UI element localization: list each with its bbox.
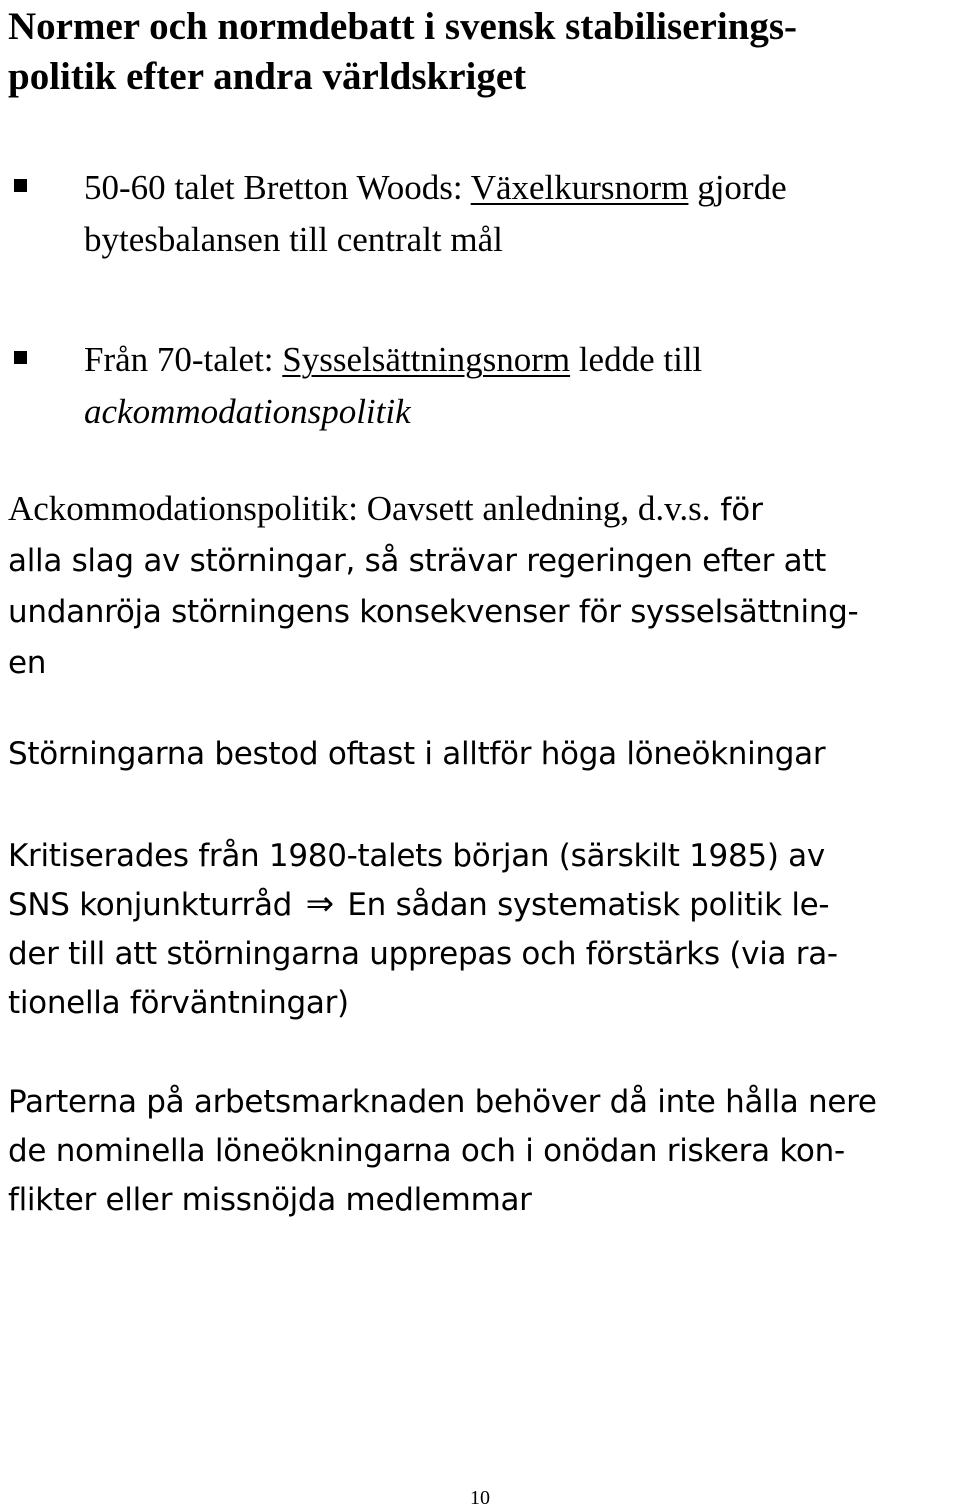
paragraph-line: En sådan systematisk politik le- [347,887,830,923]
bullet-underlined-term: Sysselsättningsnorm [282,340,571,379]
title-line-1: Normer och normdebatt i svensk stabiliserings- [8,5,798,48]
paragraph-line: undanröja störningens konsekvenser för sysselsättning- [8,594,859,630]
paragraph-line: alla slag av störningar, så strävar regeringen efter att [8,543,826,579]
paragraph-line-tail: för [710,492,763,528]
page-number: 10 [470,1487,490,1509]
paragraph-line: en [8,645,47,681]
implies-arrow-icon: ⇒ [305,884,334,924]
paragraph-line: Parterna på arbetsmarknaden behöver då inte hålla nere [8,1084,877,1120]
paragraph-storningarna [8,730,958,779]
bullet-item-bretton-woods [84,162,954,266]
bullet-text-post: ledde till [570,340,703,379]
paragraph-line: flikter eller missnöjda medlemmar [8,1182,532,1218]
square-bullet-icon [14,351,27,364]
paragraph-line: SNS konjunkturråd [8,887,293,923]
bullet-text-line-2: bytesbalansen till centralt mål [84,220,503,259]
paragraph-line: tionella förväntningar) [8,985,349,1021]
paragraph-parterna [8,1078,958,1225]
paragraph-line: Störningarna bestod oftast i alltför höga löneökningar [8,736,826,772]
bullet-text-pre: 50-60 talet Bretton Woods: [84,168,471,207]
title-line-2: politik efter andra världskriget [8,55,527,98]
bullet-underlined-term: Växelkursnorm [470,168,689,207]
paragraph-ackommodationspolitik [8,484,958,688]
page-title [8,2,953,102]
paragraph-line: der till att störningarna upprepas och förstärks (via ra- [8,936,838,972]
square-bullet-icon [14,179,27,192]
paragraph-kritiserades [8,832,958,1028]
bullet-item-70-talet [84,334,954,438]
bullet-italic-term: ackommodationspolitik [84,392,411,431]
bullet-text-post: gjorde [688,168,787,207]
bullet-text-pre: Från 70-talet: [84,340,283,379]
paragraph-line: Ackommodationspolitik: Oavsett anledning, d.v.s. [8,489,711,528]
paragraph-line: Kritiserades från 1980-talets början (särskilt 1985) av [8,838,825,874]
paragraph-line: de nominella löneökningarna och i onödan riskera kon- [8,1133,845,1169]
